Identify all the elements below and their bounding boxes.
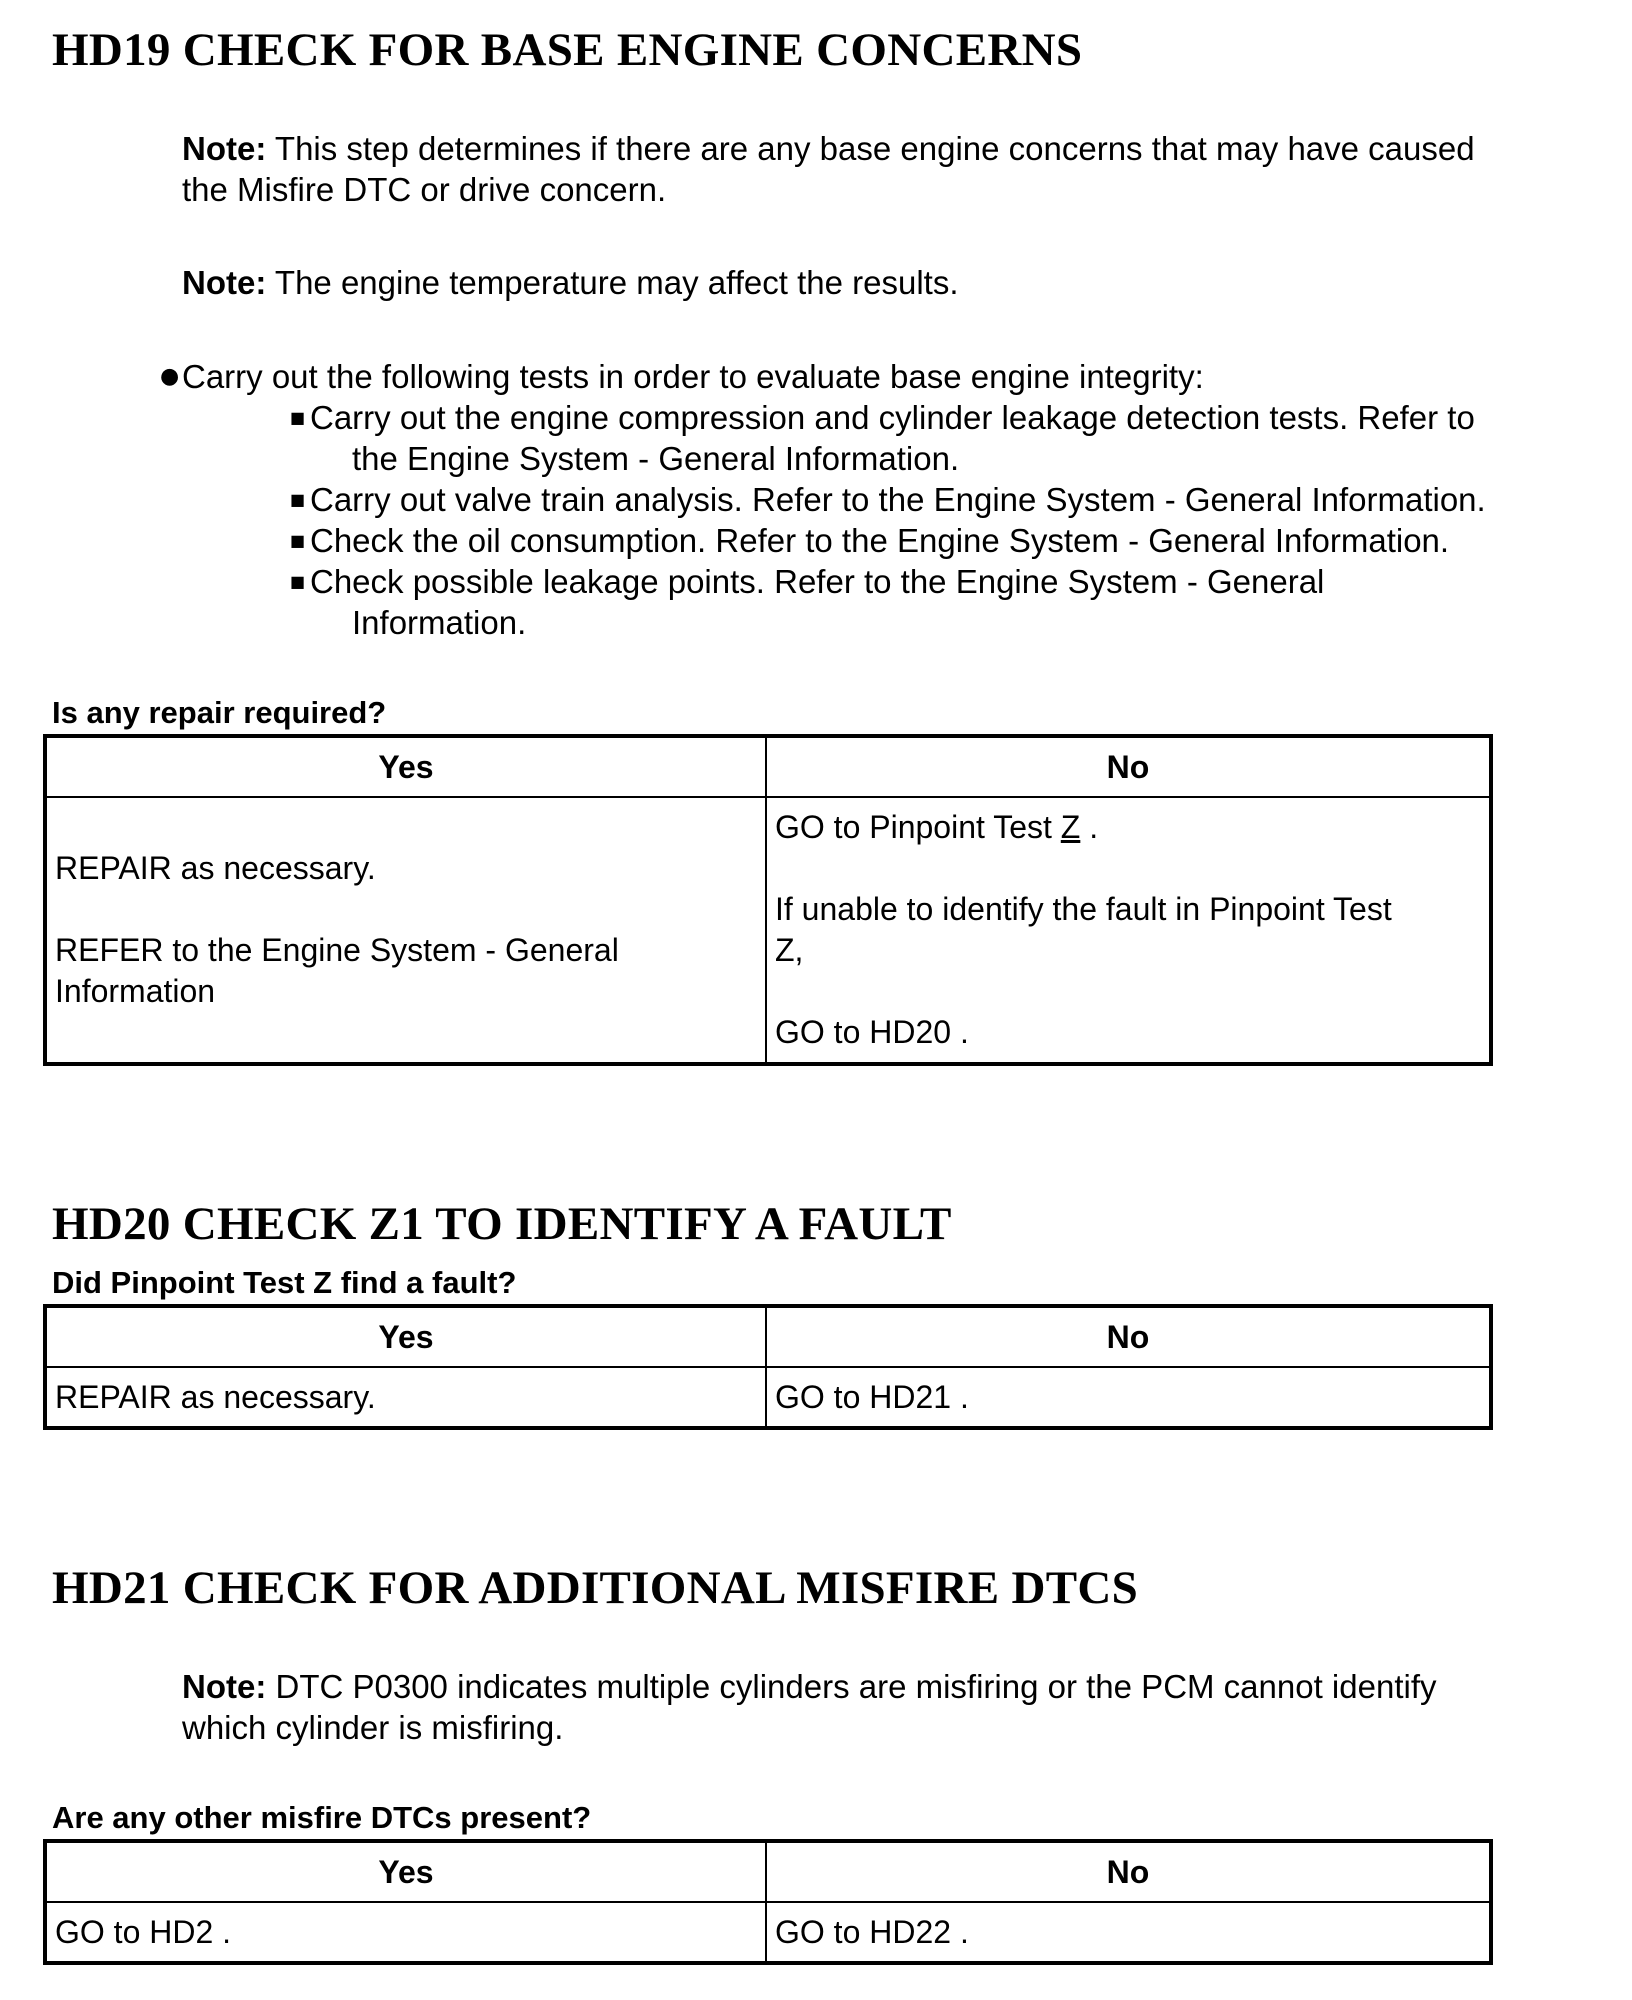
subbullet-4-cont: Information. bbox=[352, 604, 527, 641]
hd20-decision-table bbox=[43, 1304, 1493, 1430]
square-bullet-icon: ■ bbox=[290, 531, 306, 550]
yes-action: REPAIR as necessary. bbox=[55, 850, 376, 886]
no-header: No bbox=[766, 736, 1491, 797]
square-bullet-icon: ■ bbox=[290, 408, 306, 427]
hd19-note1 bbox=[182, 128, 1475, 169]
yes-cell: REPAIR as necessary. bbox=[45, 1367, 766, 1428]
no-goto-suffix: . bbox=[1080, 809, 1099, 845]
no-header: No bbox=[766, 1841, 1491, 1902]
hd21-decision-table bbox=[43, 1839, 1493, 1965]
hd21-heading: HD21 CHECK FOR ADDITIONAL MISFIRE DTCS bbox=[52, 1562, 1139, 1614]
pinpoint-test-z-link[interactable]: Z bbox=[1060, 809, 1081, 845]
hd19-question: Is any repair required? bbox=[52, 695, 387, 730]
hd21-question: Are any other misfire DTCs present? bbox=[52, 1800, 592, 1835]
no-cell: GO to HD21 . bbox=[766, 1367, 1491, 1428]
yes-header: Yes bbox=[45, 736, 766, 797]
yes-cell bbox=[45, 797, 766, 1064]
note-label: Note: bbox=[182, 264, 267, 301]
yes-cell: GO to HD2 . bbox=[45, 1902, 766, 1963]
hd19-note2 bbox=[182, 262, 959, 303]
hd21-note bbox=[182, 1666, 1437, 1707]
hd21-note-line2: which cylinder is misfiring. bbox=[182, 1709, 564, 1746]
square-bullet-icon: ■ bbox=[290, 490, 306, 509]
no-goto-text: GO to Pinpoint Test bbox=[775, 809, 1061, 845]
subbullet-4: Check possible leakage points. Refer to the Engine System - General bbox=[310, 563, 1325, 600]
note-label: Note: bbox=[182, 130, 267, 167]
yes-refer: REFER to the Engine System - General bbox=[55, 932, 619, 968]
no-header: No bbox=[766, 1306, 1491, 1367]
note-text: The engine temperature may affect the results. bbox=[274, 264, 959, 301]
no-cell bbox=[766, 797, 1491, 1064]
subbullet-1-cont: the Engine System - General Information. bbox=[352, 440, 960, 477]
no-cell: GO to HD22 . bbox=[766, 1902, 1491, 1963]
subbullet-3: Check the oil consumption. Refer to the Engine System - General Information. bbox=[310, 522, 1450, 559]
no-goto-hd20: GO to HD20 . bbox=[775, 1014, 969, 1050]
yes-header: Yes bbox=[45, 1841, 766, 1902]
hd19-note1-line2: the Misfire DTC or drive concern. bbox=[182, 171, 667, 208]
note-label: Note: bbox=[182, 1668, 267, 1705]
hd19-heading: HD19 CHECK FOR BASE ENGINE CONCERNS bbox=[52, 24, 1083, 76]
no-goto-z bbox=[775, 807, 1481, 848]
square-bullet-icon: ■ bbox=[290, 572, 306, 591]
yes-header: Yes bbox=[45, 1306, 766, 1367]
yes-refer-cont: Information bbox=[55, 973, 216, 1009]
note-text: DTC P0300 indicates multiple cylinders are misfiring or the PCM cannot identify bbox=[275, 1668, 1437, 1705]
hd20-question: Did Pinpoint Test Z find a fault? bbox=[52, 1265, 517, 1300]
subbullet-2: Carry out valve train analysis. Refer to the Engine System - General Information. bbox=[310, 481, 1486, 518]
hd19-decision-table bbox=[43, 734, 1493, 1066]
no-unable: If unable to identify the fault in Pinpoint Test bbox=[775, 891, 1392, 927]
subbullet-1: Carry out the engine compression and cylinder leakage detection tests. Refer to bbox=[310, 399, 1475, 436]
note-text: This step determines if there are any base engine concerns that may have caused bbox=[274, 130, 1475, 167]
hd19-bullet-main: Carry out the following tests in order to evaluate base engine integrity: bbox=[182, 358, 1204, 395]
hd20-heading: HD20 CHECK Z1 TO IDENTIFY A FAULT bbox=[52, 1198, 952, 1250]
bullet-icon: ● bbox=[160, 364, 180, 389]
no-unable-cont: Z, bbox=[775, 932, 804, 968]
